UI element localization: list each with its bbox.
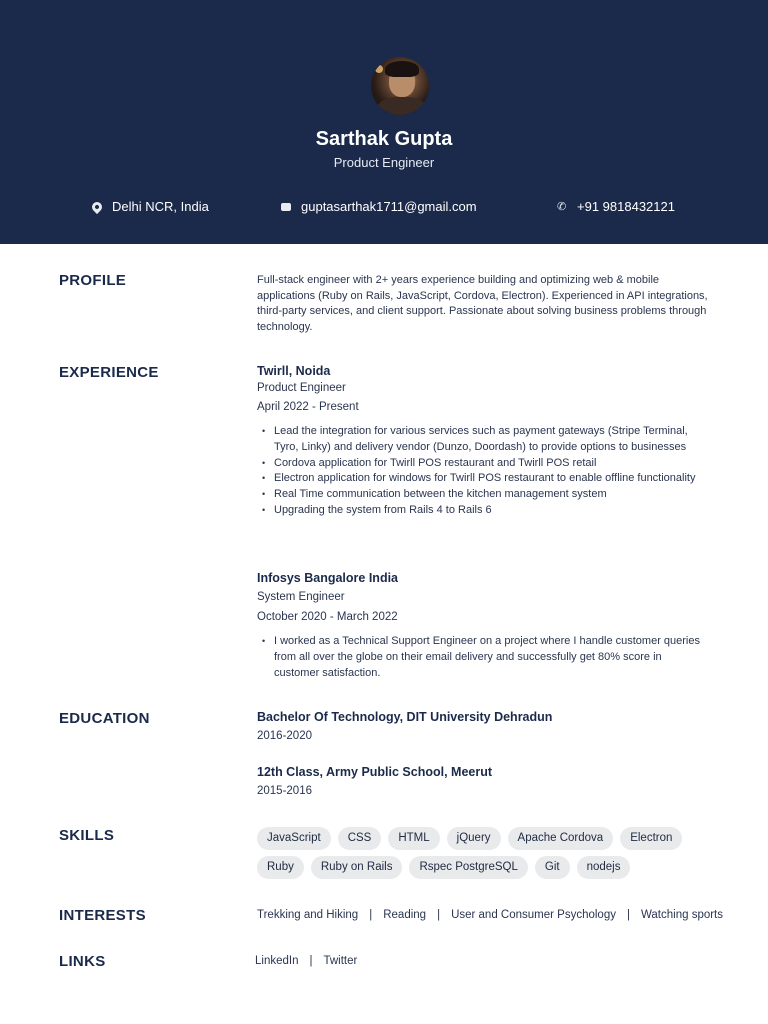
skill-chip: Apache Cordova xyxy=(508,827,614,850)
job-role: System Engineer xyxy=(257,591,345,603)
skill-chip: Electron xyxy=(620,827,682,850)
education-heading: EDUCATION xyxy=(59,710,150,727)
education-degree: 12th Class, Army Public School, Meerut xyxy=(257,765,493,779)
interest-item: Trekking and Hiking xyxy=(257,909,359,921)
profile-heading: PROFILE xyxy=(59,272,127,289)
linkedin-link[interactable]: LinkedIn xyxy=(255,955,299,967)
skill-chip: nodejs xyxy=(577,856,631,879)
phone-contact[interactable] xyxy=(557,199,675,214)
education-years: 2016-2020 xyxy=(257,730,312,742)
phone-text[interactable]: +91 9818432121 xyxy=(577,199,675,214)
job-bullets xyxy=(262,424,702,519)
skill-chip: Ruby xyxy=(257,856,304,879)
interests-list xyxy=(257,909,723,921)
skills-list xyxy=(257,827,727,879)
job-bullet: • I worked as a Technical Support Engineer on a project where I handle customer queries from all over the globe on their email delivery and successfully get 80% score in customer satisfaction. xyxy=(262,634,702,681)
location-text: Delhi NCR, India xyxy=(112,199,209,214)
skill-chip: Rspec PostgreSQL xyxy=(409,856,527,879)
skill-chip: jQuery xyxy=(447,827,501,850)
experience-heading: EXPERIENCE xyxy=(59,364,159,381)
separator: | xyxy=(369,909,373,921)
education-degree: Bachelor Of Technology, DIT University Dehradun xyxy=(257,710,553,724)
interest-item: Watching sports xyxy=(640,909,724,921)
job-bullet: • Cordova application for Twirll POS restaurant and Twirll POS retail xyxy=(262,456,702,472)
skill-chip: CSS xyxy=(338,827,382,850)
envelope-icon xyxy=(281,203,291,211)
job-bullet: • Lead the integration for various services such as payment gateways (Stripe Terminal, Tyro, Linky) and delivery vendor (Dunzo, Doordash) to provide options to businesses xyxy=(262,424,702,456)
skill-chip: JavaScript xyxy=(257,827,331,850)
job-bullet: • Real Time communication between the kitchen management system xyxy=(262,487,702,503)
skill-chip: Git xyxy=(535,856,570,879)
links-heading: LINKS xyxy=(59,953,106,970)
location-pin-icon xyxy=(90,199,104,213)
job-company: Infosys Bangalore India xyxy=(257,571,399,585)
interests-heading: INTERESTS xyxy=(59,907,146,924)
email-contact[interactable] xyxy=(281,199,477,214)
job-bullet: • Upgrading the system from Rails 4 to Rails 6 xyxy=(262,503,702,519)
resume-header xyxy=(0,0,768,244)
job-bullets xyxy=(262,634,702,681)
skill-chip: HTML xyxy=(388,827,439,850)
skills-heading: SKILLS xyxy=(59,827,115,844)
email-text[interactable]: guptasarthak1711@gmail.com xyxy=(301,199,477,214)
interest-item: User and Consumer Psychology xyxy=(451,909,616,921)
education-years: 2015-2016 xyxy=(257,785,312,797)
profile-summary: Full-stack engineer with 2+ years experience building and optimizing web & mobile applications (Ruby on Rails, JavaScript, Cordova, Electron). Experienced in API integrations, third-party services, and client support. Passionate about solving business problems through technology. xyxy=(257,274,708,334)
profile-avatar xyxy=(369,55,431,117)
twitter-link[interactable]: Twitter xyxy=(323,955,358,967)
separator: | xyxy=(309,955,313,967)
job-dates: April 2022 - Present xyxy=(257,401,359,413)
job-bullet: • Electron application for windows for Twirll POS restaurant to enable offline functionality xyxy=(262,471,702,487)
job-role: Product Engineer xyxy=(257,382,346,394)
interest-item: Reading xyxy=(383,909,427,921)
phone-icon: ✆ xyxy=(557,200,567,213)
separator: | xyxy=(626,909,630,921)
job-dates: October 2020 - March 2022 xyxy=(257,611,398,623)
person-role: Product Engineer xyxy=(333,155,435,170)
separator: | xyxy=(437,909,441,921)
links-list xyxy=(255,955,357,967)
skill-chip: Ruby on Rails xyxy=(311,856,403,879)
person-name: Sarthak Gupta xyxy=(315,128,453,150)
job-company: Twirll, Noida xyxy=(257,364,331,378)
location-contact xyxy=(92,199,209,214)
